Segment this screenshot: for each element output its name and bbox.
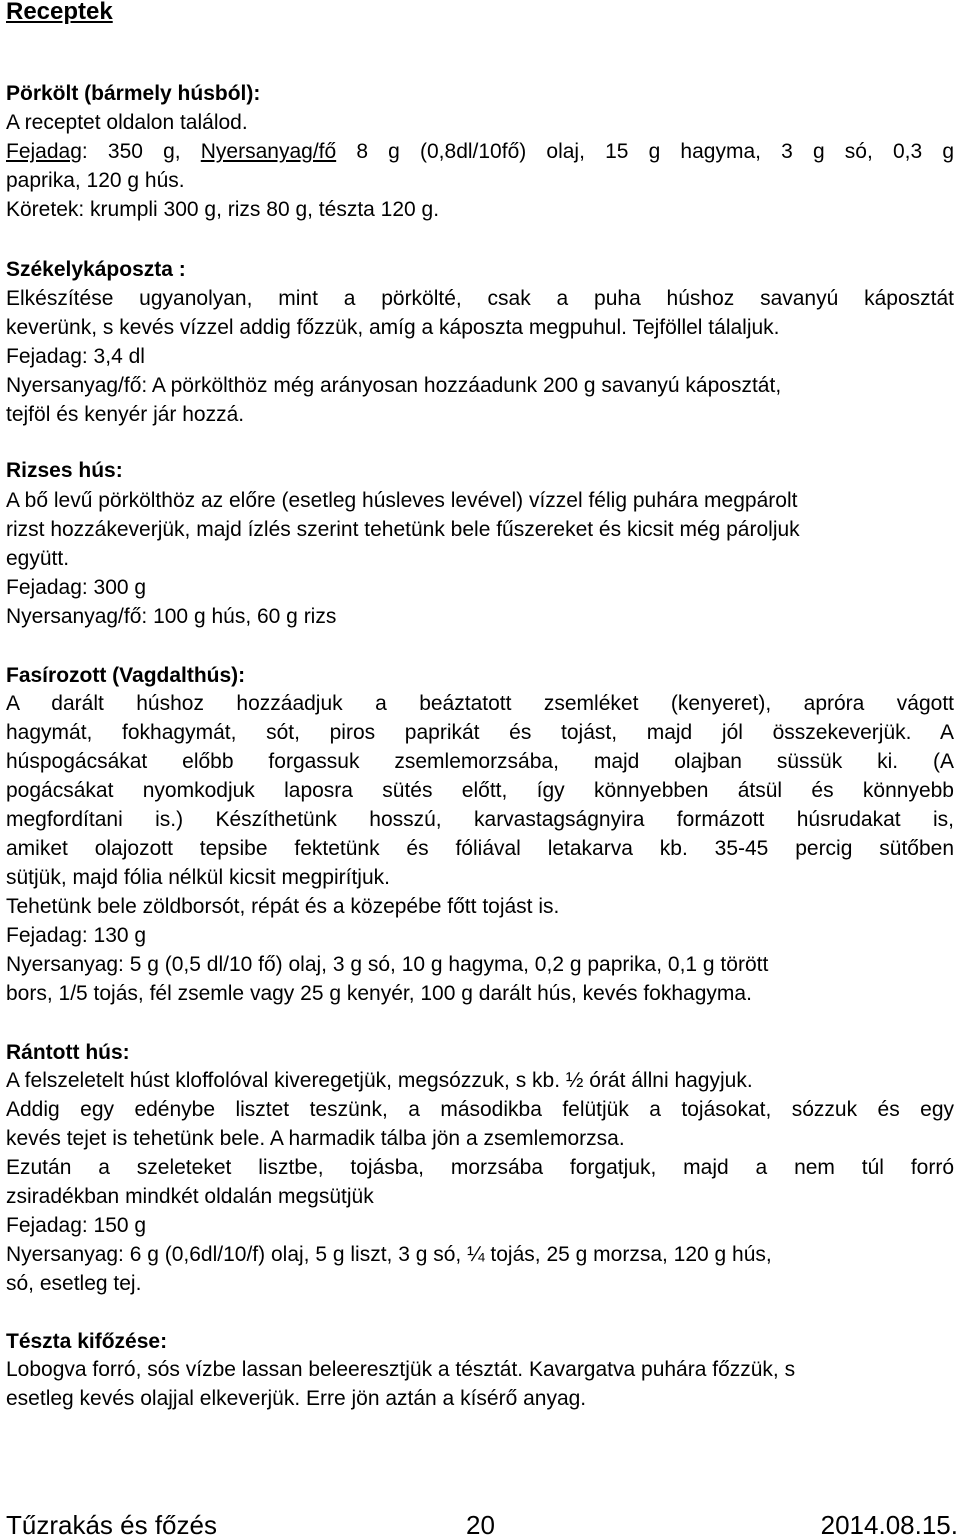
- teszta-heading: Tészta kifőzése:: [6, 1330, 168, 1353]
- porkolt-line-1: A receptet oldalon találod.: [6, 111, 248, 134]
- fasirozott-line-9: Fejadag: 130 g: [6, 924, 147, 947]
- rantott-line-7: Nyersanyag: 6 g (0,6dl/10/f) olaj, 5 g liszt, 3 g só, ¼ tojás, 25 g morzsa, 120 g hús,: [6, 1243, 772, 1266]
- footer-title: Tűzrakás és főzés: [6, 1510, 217, 1540]
- nyersanyag-link[interactable]: Nyersanyag/fő: [200, 140, 337, 163]
- fasirozott-line-5: megfordítani is.) Készíthetünk hosszú, karvastagságnyira formázott húsrudakat is,: [6, 808, 954, 831]
- szekely-line-2: keverünk, s kevés vízzel addig főzzük, amíg a káposzta megpuhul. Tejföllel tálaljuk.: [6, 316, 780, 339]
- rantott-line-2: Addig egy edénybe lisztet teszünk, a másodikba felütjük a tojásokat, sózzuk és egy: [6, 1098, 954, 1121]
- rizses-line-4: Fejadag: 300 g: [6, 576, 147, 599]
- rantott-heading: Rántott hús:: [6, 1041, 130, 1064]
- porkolt-line-2: Fejadag: 350 g, Nyersanyag/fő 8 g (0,8dl/10fő) olaj, 15 g hagyma, 3 g só, 0,3 g: [6, 140, 955, 163]
- page-number: 20: [466, 1510, 495, 1540]
- fasirozott-heading: Fasírozott (Vagdalthús):: [6, 664, 246, 687]
- rantott-line-5: zsiradékban mindkét oldalán megsütjük: [6, 1185, 374, 1208]
- fasirozott-line-10: Nyersanyag: 5 g (0,5 dl/10 fő) olaj, 3 g só, 10 g hagyma, 0,2 g paprika, 0,1 g törött: [6, 953, 769, 976]
- fasirozott-line-6: amiket olajozott tepsibe fektetünk és fóliával letakarva kb. 35-45 percig sütőben: [6, 837, 954, 860]
- szekely-heading: Székelykáposzta :: [6, 258, 186, 281]
- rizses-line-3: együtt.: [6, 547, 70, 570]
- fasirozott-line-4: pogácsákat nyomkodjuk laposra sütés előtt, így könnyebben átsül és könnyebb: [6, 779, 954, 802]
- szekely-line-5: tejföl és kenyér jár hozzá.: [6, 403, 245, 426]
- fasirozott-line-1: A darált húshoz hozzáadjuk a beáztatott zsemléket (kenyeret), apróra vágott: [6, 692, 954, 715]
- fasirozott-line-3: húspogácsákat előbb forgassuk zsemlemorzsába, majd olajban süssük ki. (A: [6, 750, 954, 773]
- fasirozott-line-2: hagymát, fokhagymát, sót, piros paprikát és tojást, majd jól összekeverjük. A: [6, 721, 954, 744]
- porkolt-line-4: Köretek: krumpli 300 g, rizs 80 g, tészta 120 g.: [6, 198, 440, 221]
- rantott-line-4: Ezután a szeleteket lisztbe, tojásba, morzsába forgatjuk, majd a nem túl forró: [6, 1156, 954, 1179]
- szekely-line-4: Nyersanyag/fő: A pörkölthöz még arányosan hozzáadunk 200 g savanyú káposztát,: [6, 374, 782, 397]
- rizses-line-1: A bő levű pörkölthöz az előre (esetleg húsleves levével) vízzel félig puhára megpárolt: [6, 489, 798, 512]
- szekely-line-3: Fejadag: 3,4 dl: [6, 345, 145, 368]
- rizses-heading: Rizses hús:: [6, 459, 123, 482]
- fasirozott-line-11: bors, 1/5 tojás, fél zsemle vagy 25 g kenyér, 100 g darált hús, kevés fokhagyma.: [6, 982, 752, 1005]
- fejadag-link[interactable]: Fejadag: [6, 140, 82, 163]
- porkolt-heading: Pörkölt (bármely húsból):: [6, 82, 261, 105]
- document-title: Receptek: [6, 0, 113, 25]
- rantott-line-8: só, esetleg tej.: [6, 1272, 142, 1295]
- porkolt-line-3: paprika, 120 g hús.: [6, 169, 185, 192]
- szekely-line-1: Elkészítése ugyanolyan, mint a pörkölté, csak a puha húshoz savanyú káposztát: [6, 287, 954, 310]
- fasirozott-line-8: Tehetünk bele zöldborsót, répát és a közepébe főtt tojást is.: [6, 895, 560, 918]
- rizses-line-5: Nyersanyag/fő: 100 g hús, 60 g rizs: [6, 605, 337, 628]
- rantott-line-1: A felszeletelt húst kloffolóval kiveregetjük, megsózzuk, s kb. ½ órát állni hagyjuk.: [6, 1069, 753, 1092]
- page-footer: [6, 1510, 958, 1540]
- teszta-line-1: Lobogva forró, sós vízbe lassan beleeresztjük a tésztát. Kavargatva puhára főzzük, s: [6, 1358, 796, 1381]
- fasirozott-line-7: sütjük, majd fólia nélkül kicsit megpirítjuk.: [6, 866, 390, 889]
- rizses-line-2: rizst hozzákeverjük, majd ízlés szerint tehetünk bele fűszereket és kicsit még pároljuk: [6, 518, 800, 541]
- rantott-line-6: Fejadag: 150 g: [6, 1214, 147, 1237]
- teszta-line-2: esetleg kevés olajjal elkeverjük. Erre jön aztán a kísérő anyag.: [6, 1387, 587, 1410]
- footer-date: 2014.08.15.: [820, 1510, 958, 1540]
- rantott-line-3: kevés tejet is tehetünk bele. A harmadik tálba jön a zsemlemorzsa.: [6, 1127, 625, 1150]
